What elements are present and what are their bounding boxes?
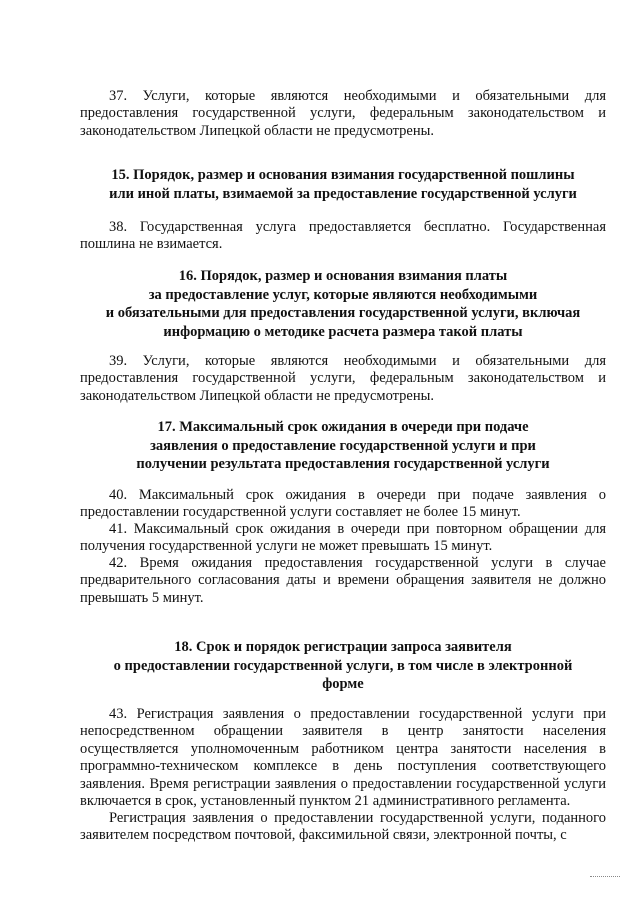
heading-line: 17. Максимальный срок ожидания в очереди при подаче xyxy=(157,419,529,435)
section-15-heading xyxy=(80,166,606,203)
section-18-heading xyxy=(80,638,606,694)
heading-line: получении результата предоставления государственной услуги xyxy=(136,456,550,472)
paragraph-38: 38. Государственная услуга предоставляется бесплатно. Государственная пошлина не взимается. xyxy=(80,219,606,253)
heading-line: информацию о методике расчета размера такой платы xyxy=(163,323,523,340)
section-17-heading xyxy=(80,418,606,474)
heading-line: 15. Порядок, размер и основания взимания государственной пошлины xyxy=(111,167,575,183)
paragraph-43: 43. Регистрация заявления о предоставлении государственной услуги при непосредственном обращении заявителя в центр занятости населения осуществляется уполномоченным работником центра занятости населения в программно-техническом комплексе в день поступления соответствующего заявления. Время регистрации заявления о предоставлении государственной услуги включается в срок, установленный пунктом 21 административного регламента. xyxy=(80,706,606,810)
paragraph-42: 42. Время ожидания предоставления государственной услуги в случае предварительного согласования даты и времени обращения заявителя не должно превышать 5 минут. xyxy=(80,555,606,606)
page-corner-mark xyxy=(590,876,620,880)
paragraph-43-continued: Регистрация заявления о предоставлении государственной услуги, поданного заявителем посредством почтовой, факсимильной связи, электронной почты, с xyxy=(80,810,606,844)
heading-line: 16. Порядок, размер и основания взимания платы xyxy=(178,268,508,284)
paragraph-40: 40. Максимальный срок ожидания в очереди при подаче заявления о предоставлении государственной услуги составляет не более 15 минут. xyxy=(80,487,606,521)
paragraph-39: 39. Услуги, которые являются необходимыми и обязательными для предоставления государственной услуги, федеральным законодательством и законодательством Липецкой области не предусмотрены. xyxy=(80,353,606,404)
heading-line: о предоставлении государственной услуги, в том числе в электронной xyxy=(113,657,573,674)
paragraph-41: 41. Максимальный срок ожидания в очереди при повторном обращении для получения государственной услуги не может превышать 15 минут. xyxy=(80,521,606,555)
heading-line: заявления о предоставление государственной услуги и при xyxy=(150,437,536,454)
section-16-heading xyxy=(80,267,606,341)
heading-line: и обязательными для предоставления государственной услуги, включая xyxy=(105,305,581,321)
heading-line: за предоставление услуг, которые являются необходимыми xyxy=(148,286,538,303)
heading-line: 18. Срок и порядок регистрации запроса заявителя xyxy=(174,639,512,655)
heading-line: форме xyxy=(322,676,364,692)
heading-line: или иной платы, взимаемой за предоставление государственной услуги xyxy=(109,185,577,202)
paragraph-37: 37. Услуги, которые являются необходимыми и обязательными для предоставления государственной услуги, федеральным законодательством и законодательством Липецкой области не предусмотрены. xyxy=(80,88,606,139)
